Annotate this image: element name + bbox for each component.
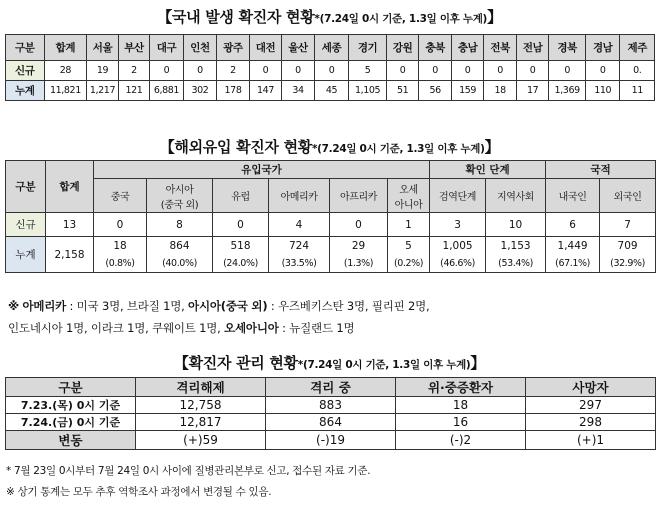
header-cell: 경남: [585, 35, 620, 61]
header-cell: 대전: [249, 35, 282, 61]
management-change-row: [6, 431, 656, 450]
subheader-oceania: 오세 아니아: [388, 179, 430, 213]
subheader-foreigner: 외국인: [600, 179, 656, 213]
table-cell: 709: [600, 237, 656, 255]
table-cell: 5: [349, 61, 387, 81]
table-cell: 29: [330, 237, 388, 255]
percent-cell: (24.0%): [213, 255, 269, 273]
table-cell: 1: [388, 213, 430, 237]
table-cell: 18: [94, 237, 147, 255]
header-cell: 사망자: [526, 378, 656, 397]
header-cell: 구분: [6, 378, 136, 397]
table-cell: 0: [516, 61, 549, 81]
table-cell: 4: [269, 213, 330, 237]
table-cell: 1,217: [87, 81, 118, 101]
table-cell: 0: [549, 61, 586, 81]
subheader-asia: 아시아 (중국 외): [147, 179, 213, 213]
table-cell: 13: [46, 213, 94, 237]
table-cell: 0: [94, 213, 147, 237]
subheader-europe: 유럽: [213, 179, 269, 213]
table-cell: 864: [266, 414, 396, 431]
table-cell: 883: [266, 397, 396, 414]
management-row-0723: [6, 397, 656, 414]
table-cell: 28: [44, 61, 87, 81]
table-cell: 0.: [620, 61, 655, 81]
table-cell: 56: [419, 81, 452, 101]
table-cell: 2: [118, 61, 149, 81]
table-cell: 2: [217, 61, 250, 81]
header-category: 구분: [6, 161, 46, 213]
percent-cell: (67.1%): [546, 255, 600, 273]
table-cell: 1,449: [546, 237, 600, 255]
table-cell: 178: [217, 81, 250, 101]
table-cell: (-)19: [266, 431, 396, 450]
table-cell: 0: [451, 61, 484, 81]
table-cell: 298: [526, 414, 656, 431]
table-cell: 0: [585, 61, 620, 81]
table-cell: (+)1: [526, 431, 656, 450]
overseas-cumulative-row: [6, 237, 656, 255]
domestic-title: 【국내 발생 확진자 현황*(7.24일 0시 기준, 1.3일 이후 누계)】: [157, 8, 502, 26]
table-cell: 2,158: [46, 237, 94, 273]
header-cell: 충북: [419, 35, 452, 61]
overseas-title: 【해외유입 확진자 현황*(7.24일 0시 기준, 1.3일 이후 누계)】: [159, 138, 500, 156]
subheader-korean: 내국인: [546, 179, 600, 213]
row-label: 7.24.(금) 0시 기준: [6, 414, 136, 431]
header-cell: 경북: [549, 35, 586, 61]
table-cell: 10: [486, 213, 546, 237]
table-cell: 34: [282, 81, 315, 101]
table-cell: 0: [419, 61, 452, 81]
overseas-header-row-2: [6, 179, 656, 213]
header-cell: 위·중증환자: [396, 378, 526, 397]
table-cell: 18: [396, 397, 526, 414]
table-cell: 0: [183, 61, 217, 81]
header-cell: 충남: [451, 35, 484, 61]
header-cell: 인천: [183, 35, 217, 61]
table-cell: 12,817: [136, 414, 266, 431]
overseas-percent-row: [6, 255, 656, 273]
table-cell: 12,758: [136, 397, 266, 414]
subheader-quarantine: 검역단계: [430, 179, 486, 213]
header-check-stage: 확인 단계: [430, 161, 546, 179]
table-cell: 518: [213, 237, 269, 255]
header-cell: 경기: [349, 35, 387, 61]
table-cell: 0: [386, 61, 419, 81]
table-cell: 0: [484, 61, 517, 81]
percent-cell: (53.4%): [486, 255, 546, 273]
table-cell: 18: [484, 81, 517, 101]
percent-cell: (46.6%): [430, 255, 486, 273]
row-label: 신규: [6, 61, 45, 81]
row-label: 7.23.(목) 0시 기준: [6, 397, 136, 414]
header-origin-country: 유입국가: [94, 161, 430, 179]
table-cell: 1,153: [486, 237, 546, 255]
header-cell: 전북: [484, 35, 517, 61]
table-cell: 297: [526, 397, 656, 414]
table-cell: 0: [249, 61, 282, 81]
table-cell: 11: [620, 81, 655, 101]
header-cell: 전남: [516, 35, 549, 61]
management-header-row: [6, 378, 656, 397]
table-cell: 8: [147, 213, 213, 237]
table-cell: 1,369: [549, 81, 586, 101]
table-cell: 16: [396, 414, 526, 431]
percent-cell: (0.2%): [388, 255, 430, 273]
header-cell: 세종: [314, 35, 349, 61]
table-cell: 5: [388, 237, 430, 255]
table-cell: 0: [213, 213, 269, 237]
header-cell: 대구: [150, 35, 184, 61]
percent-cell: (0.8%): [94, 255, 147, 273]
header-total: 합계: [46, 161, 94, 213]
table-cell: 7: [600, 213, 656, 237]
row-label: 누계: [6, 237, 46, 273]
header-cell: 합계: [44, 35, 87, 61]
subheader-china: 중국: [94, 179, 147, 213]
subheader-community: 지역사회: [486, 179, 546, 213]
row-label: 신규: [6, 213, 46, 237]
header-cell: 제주: [620, 35, 655, 61]
table-cell: 0: [282, 61, 315, 81]
table-cell: 121: [118, 81, 149, 101]
header-cell: 광주: [217, 35, 250, 61]
table-cell: 0: [330, 213, 388, 237]
header-cell: 격리 중: [266, 378, 396, 397]
domestic-new-row: [6, 61, 655, 81]
table-cell: 11,821: [44, 81, 87, 101]
table-cell: 6: [546, 213, 600, 237]
table-cell: 1,105: [349, 81, 387, 101]
management-title: 【확진자 관리 현황*(7.24일 0시 기준, 1.3일 이후 누계)】: [173, 354, 486, 372]
header-cell: 서울: [87, 35, 118, 61]
table-cell: 51: [386, 81, 419, 101]
table-cell: 6,881: [150, 81, 184, 101]
subheader-africa: 아프리카: [330, 179, 388, 213]
table-cell: (+)59: [136, 431, 266, 450]
subheader-america: 아메리카: [269, 179, 330, 213]
overseas-note-line-2: 인도네시아 1명, 이라크 1명, 쿠웨이트 1명, 오세아니아 : 뉴질랜드 1명: [8, 321, 355, 335]
row-label: 변동: [6, 431, 136, 450]
table-cell: 110: [585, 81, 620, 101]
domestic-cases-table: [5, 34, 655, 101]
table-cell: 1,005: [430, 237, 486, 255]
overseas-new-row: [6, 213, 656, 237]
table-cell: 3: [430, 213, 486, 237]
table-cell: (-)2: [396, 431, 526, 450]
table-cell: 0: [314, 61, 349, 81]
percent-cell: (32.9%): [600, 255, 656, 273]
table-cell: 19: [87, 61, 118, 81]
row-label: 누계: [6, 81, 45, 101]
table-cell: 864: [147, 237, 213, 255]
header-cell: 강원: [386, 35, 419, 61]
table-cell: 159: [451, 81, 484, 101]
percent-cell: (33.5%): [269, 255, 330, 273]
overseas-note-line-1: ※ 아메리카 : 미국 3명, 브라질 1명, 아시아(중국 외) : 우즈베키스탄 3명, 필리핀 2명,: [8, 299, 430, 313]
footnote-2: ※ 상기 통계는 모두 추후 역학조사 과정에서 변경될 수 있음.: [6, 486, 272, 498]
percent-cell: (40.0%): [147, 255, 213, 273]
header-cell: 부산: [118, 35, 149, 61]
header-cell: 울산: [282, 35, 315, 61]
management-row-0724: [6, 414, 656, 431]
management-table: [5, 377, 656, 450]
overseas-cases-table: [5, 160, 656, 273]
table-cell: 147: [249, 81, 282, 101]
domestic-header-row: [6, 35, 655, 61]
table-cell: 0: [150, 61, 184, 81]
percent-cell: (1.3%): [330, 255, 388, 273]
table-cell: 17: [516, 81, 549, 101]
footnote-1: * 7월 23일 0시부터 7월 24일 0시 사이에 질병관리본부로 신고, 접수된 자료 기준.: [6, 465, 371, 477]
domestic-cumulative-row: [6, 81, 655, 101]
header-cell: 구분: [6, 35, 45, 61]
table-cell: 724: [269, 237, 330, 255]
table-cell: 302: [183, 81, 217, 101]
table-cell: 45: [314, 81, 349, 101]
header-nationality: 국적: [546, 161, 656, 179]
header-cell: 격리해제: [136, 378, 266, 397]
overseas-header-row-1: [6, 161, 656, 179]
